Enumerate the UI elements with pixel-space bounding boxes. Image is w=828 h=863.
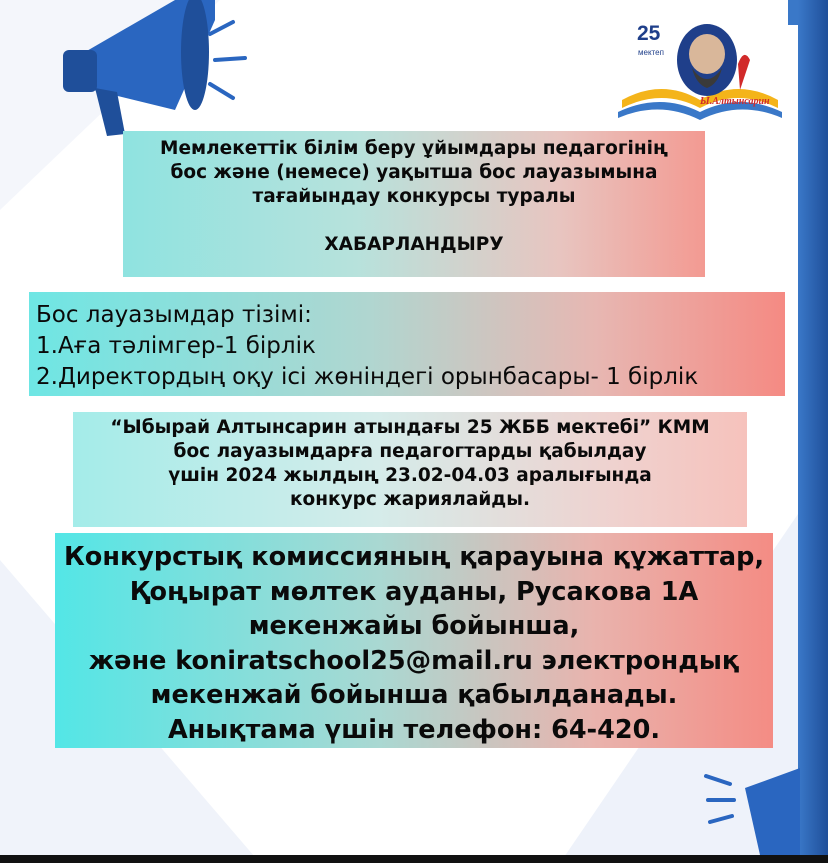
bottom-divider [0,855,828,863]
heading-line: Мемлекеттік білім беру ұйымдары педагогінің [160,138,668,159]
right-frame-bar [798,0,828,863]
vacancy-item: 2.Директордың оқу ісі жөніндегі орынбасары- 1 бірлік [36,364,699,390]
school-logo [612,8,788,126]
contacts-line: Конкурстық комиссияның қарауына құжаттар, [63,542,765,572]
logo-number: 25 [637,22,661,45]
vacancies-box [29,292,785,396]
announcement-title: ХАБАРЛАНДЫРУ [324,234,504,255]
contacts-line: мекенжайы бойынша, [248,611,580,641]
announcement-box [73,412,747,527]
contacts-line: және koniratschool25@mail.ru электрондық [88,645,740,676]
megaphone-icon [700,748,800,855]
announcement-line: конкурс жариялайды. [290,489,530,510]
heading-line: бос және (немесе) уақытша бос лауазымына [170,162,658,183]
logo-name: Ы.Алтынсарин [700,96,770,107]
contacts-line: Анықтама үшін телефон: 64-420. [167,714,661,745]
contacts-box [55,533,773,748]
heading-box [123,131,705,277]
vacancy-item: 1.Аға тәлімгер-1 бірлік [36,333,316,359]
contacts-line: Қоңырат мөлтек ауданы, Русакова 1А [129,576,699,607]
heading-line: тағайындау конкурсы туралы [252,186,576,207]
logo-word: мектеп [638,48,664,57]
contacts-line: мекенжай бойынша қабылданады. [150,680,678,710]
sound-waves-icon [205,18,255,108]
announcement-line: үшін 2024 жылдың 23.02-04.03 аралығында [168,465,652,486]
right-frame-tab [788,0,798,25]
vacancies-header: Бос лауазымдар тізімі: [36,302,312,328]
announcement-line: бос лауазымдарға педагогтарды қабылдау [173,441,647,462]
announcement-line: “Ыбырай Алтынсарин атындағы 25 ЖББ мектебі” КММ [110,417,710,438]
